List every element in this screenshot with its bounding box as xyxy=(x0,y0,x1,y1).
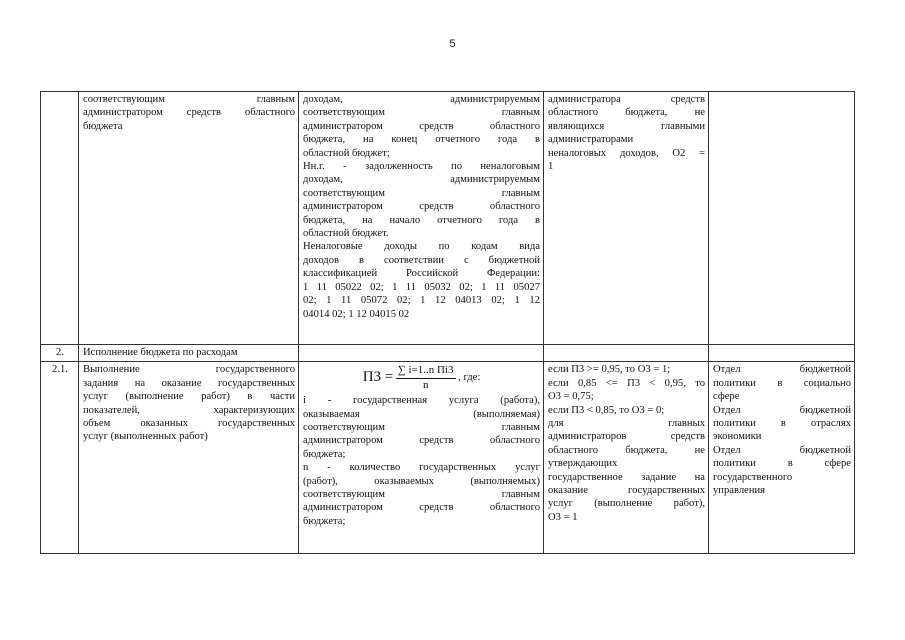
text-line: бюджета; xyxy=(303,448,346,460)
text-line: управления xyxy=(713,485,766,497)
text-line: сфере xyxy=(713,391,740,403)
text-line: услуг (выполненных работ) xyxy=(83,431,208,443)
formula-denominator: n xyxy=(422,378,429,391)
text-line: 04014 02; 1 12 04015 02 xyxy=(303,308,410,320)
section-title: Исполнение бюджета по расходам xyxy=(79,345,299,362)
text-line: оказываемая (выполняемая) xyxy=(303,408,540,420)
text-line: государственного xyxy=(713,471,793,483)
row-number-cell: 2.1. xyxy=(41,362,79,554)
text-line: Отдел бюджетной xyxy=(713,444,851,456)
text-line: бюджета, на начало отчетного года в xyxy=(303,214,540,226)
text-line: если П3 < 0,85, то О3 = 0; xyxy=(548,404,665,416)
text-line: услуг (выполнение работ) в части xyxy=(83,391,295,403)
text-line: являющихся главными xyxy=(548,120,705,132)
indicator-name-cell xyxy=(79,362,299,554)
text-line: О3 = 1 xyxy=(548,511,578,523)
text-line: Отдел бюджетной xyxy=(713,364,851,376)
text-line: доходам, администрируемым xyxy=(303,94,540,105)
text-line: политики в отраслях xyxy=(713,418,851,430)
text-line: бюджета; xyxy=(303,515,346,527)
text-line: n - количество государственных услуг xyxy=(303,462,540,474)
section-number: 2. xyxy=(41,345,79,362)
text-line: Неналоговые доходы по кодам вида xyxy=(303,241,540,253)
text-line: О3 = 0,75; xyxy=(548,391,594,403)
indicator-name-cell xyxy=(79,92,299,345)
evaluation-cell xyxy=(544,362,709,554)
responsible-cell xyxy=(709,362,855,554)
text-line: администратором средств областного xyxy=(303,201,540,213)
text-line: администратором средств областного xyxy=(303,435,540,447)
text-line: администраторами xyxy=(548,134,634,146)
text-line: бюджета, на конец отчетного года в xyxy=(303,134,540,146)
text-line: областного бюджета, не xyxy=(548,444,705,456)
text-line: администратором средств областного xyxy=(303,502,540,514)
text-line: соответствующим главным xyxy=(83,94,295,105)
text-line: 02; 1 11 05072 02; 1 12 04013 02; 1 12 xyxy=(303,295,540,307)
formula-cell xyxy=(299,362,544,554)
text-line: политики в социально xyxy=(713,377,851,389)
text-line: Нн.г. - задолженность по неналоговым xyxy=(303,161,540,173)
text-line: 1 xyxy=(548,161,554,173)
text-line: оказание государственных xyxy=(548,485,705,497)
text-line: 1 11 05022 02; 1 11 05032 02; 1 11 05027 xyxy=(303,281,540,293)
text-line: областной бюджет. xyxy=(303,228,389,240)
text-line: i - государственная услуга (работа), xyxy=(303,395,540,407)
text-line: доходам, администрируемым xyxy=(303,174,540,186)
text-line: утверждающих xyxy=(548,458,618,470)
table-row xyxy=(41,92,855,345)
text-line: экономики xyxy=(713,431,762,443)
text-line: администратором средств областного xyxy=(83,107,295,119)
text-line: показателей, характеризующих xyxy=(83,404,295,416)
text-line: государственное задание на xyxy=(548,471,705,483)
formula-cell xyxy=(299,92,544,345)
text-line: классификацией Российской Федерации: xyxy=(303,268,540,280)
text-line: политики в сфере xyxy=(713,458,851,470)
text-line: если 0,85 <= П3 < 0,95, то xyxy=(548,377,705,389)
criteria-table xyxy=(40,91,855,554)
responsible-cell xyxy=(709,92,855,345)
text-line: (работ), оказываемых (выполняемых) xyxy=(303,475,540,487)
formula-suffix: , где: xyxy=(458,372,481,384)
text-line: соответствующим главным xyxy=(303,187,540,199)
text-line: Выполнение государственного xyxy=(83,364,295,376)
table-row xyxy=(41,362,855,554)
text-line: доходов в соответствии с бюджетной xyxy=(303,254,540,266)
row-number-cell xyxy=(41,92,79,345)
text-line: областной бюджет; xyxy=(303,147,390,159)
text-line: бюджета xyxy=(83,120,123,132)
text-line: неналоговых доходов, О2 = xyxy=(548,147,705,159)
section-row xyxy=(41,345,855,362)
text-line: администратора средств xyxy=(548,94,705,105)
text-line: областного бюджета, не xyxy=(548,107,705,119)
formula-numerator: ∑ i=1..n Пi3 xyxy=(396,364,456,378)
text-line: задания на оказание государственных xyxy=(83,377,295,389)
text-line: соответствующим главным xyxy=(303,422,540,434)
text-line: если П3 >= 0,95, то О3 = 1; xyxy=(548,364,671,376)
formula xyxy=(303,363,540,394)
formula-fraction xyxy=(396,364,456,392)
formula-lhs: П3 = xyxy=(362,369,394,386)
page-number: 5 xyxy=(449,38,456,50)
text-line: объем оказанных государственных xyxy=(83,418,295,430)
evaluation-cell xyxy=(544,92,709,345)
text-line: администраторов средств xyxy=(548,431,705,443)
text-line: администратором средств областного xyxy=(303,120,540,132)
text-line: для главных xyxy=(548,418,705,430)
text-line: соответствующим главным xyxy=(303,489,540,501)
text-line: соответствующим главным xyxy=(303,107,540,119)
text-line: Отдел бюджетной xyxy=(713,404,851,416)
text-line: услуг (выполнение работ), xyxy=(548,498,705,510)
